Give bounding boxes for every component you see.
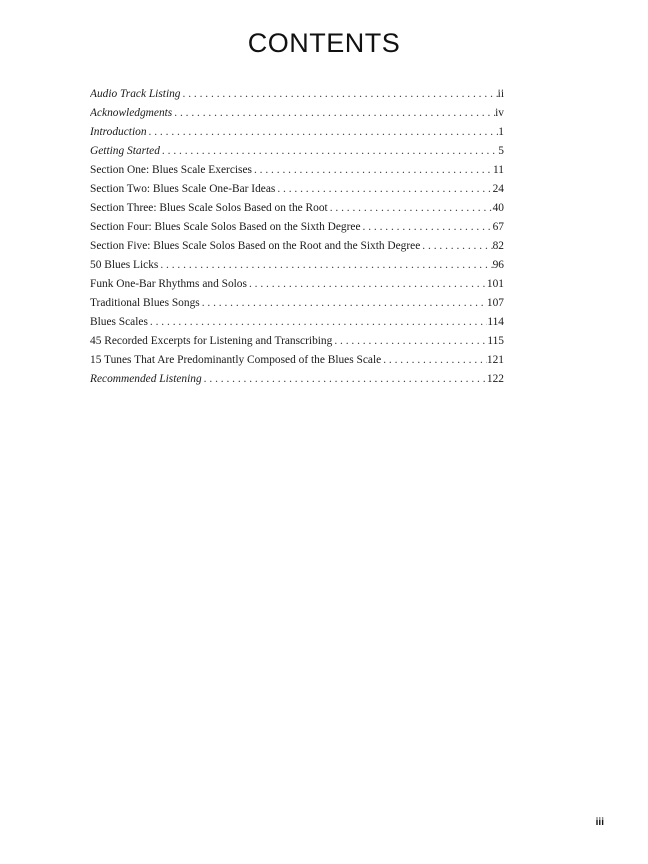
toc-entry-title: Section Five: Blues Scale Solos Based on the Root and the Sixth Degree	[90, 240, 421, 252]
dot-leader	[252, 161, 493, 180]
page-title: CONTENTS	[247, 28, 401, 58]
dot-leader	[148, 313, 487, 332]
toc-entry-page: 115	[487, 335, 504, 347]
toc-entry-15-tunes	[90, 351, 504, 370]
toc-entry-title: Section Three: Blues Scale Solos Based on the Root	[90, 202, 328, 214]
toc-entry-45-recorded-excerpts	[90, 332, 504, 351]
dot-leader	[381, 351, 487, 370]
toc-entry-section-three	[90, 199, 504, 218]
toc-entry-getting-started	[90, 142, 504, 161]
toc-entry-page: 82	[492, 240, 504, 252]
toc-entry-page: 96	[492, 259, 504, 271]
dot-leader	[172, 104, 495, 123]
toc-entry-title: 15 Tunes That Are Predominantly Composed of the Blues Scale	[90, 354, 382, 366]
dot-leader	[361, 218, 493, 237]
toc-entry-title: Acknowledgments	[90, 107, 173, 119]
toc-entry-section-two	[90, 180, 504, 199]
dot-leader	[247, 275, 487, 294]
toc-entry-title: Section One: Blues Scale Exercises	[90, 164, 252, 176]
dot-leader	[158, 256, 492, 275]
toc-entry-page: 5	[498, 145, 504, 157]
dot-leader	[202, 370, 487, 389]
toc-entry-page: 40	[492, 202, 504, 214]
toc-entry-title: Traditional Blues Songs	[90, 297, 200, 309]
dot-leader	[181, 85, 498, 104]
table-of-contents	[90, 85, 504, 389]
toc-entry-page: 1	[498, 126, 504, 138]
toc-entry-title: Introduction	[90, 126, 147, 138]
dot-leader	[160, 142, 498, 161]
toc-entry-50-blues-licks	[90, 256, 504, 275]
toc-entry-title: Recommended Listening	[90, 373, 202, 385]
toc-entry-page: 114	[487, 316, 504, 328]
toc-entry-page: 121	[486, 354, 504, 366]
toc-entry-page: 101	[486, 278, 504, 290]
toc-entry-title: 50 Blues Licks	[90, 259, 159, 271]
toc-entry-page: iv	[495, 107, 504, 119]
toc-entry-page: 24	[492, 183, 504, 195]
dot-leader	[200, 294, 487, 313]
dot-leader	[332, 332, 487, 351]
toc-entry-page: 67	[492, 221, 504, 233]
dot-leader	[328, 199, 493, 218]
toc-entry-page: 11	[493, 164, 504, 176]
toc-entry-page: ii	[497, 88, 504, 100]
toc-entry-introduction	[90, 123, 504, 142]
toc-entry-page: 107	[486, 297, 504, 309]
toc-entry-section-one	[90, 161, 504, 180]
toc-entry-title: 45 Recorded Excerpts for Listening and Transcribing	[90, 335, 333, 347]
toc-entry-title: Audio Track Listing	[90, 88, 181, 100]
dot-leader	[420, 237, 492, 256]
toc-entry-title: Section Four: Blues Scale Solos Based on the Sixth Degree	[90, 221, 361, 233]
toc-entry-traditional-blues-songs	[90, 294, 504, 313]
toc-entry-title: Getting Started	[90, 145, 160, 157]
toc-entry-audio-track-listing	[90, 85, 504, 104]
toc-entry-section-four	[90, 218, 504, 237]
toc-entry-page: 122	[486, 373, 504, 385]
toc-entry-title: Section Two: Blues Scale One-Bar Ideas	[90, 183, 276, 195]
toc-entry-blues-scales	[90, 313, 504, 332]
toc-entry-funk-one-bar	[90, 275, 504, 294]
toc-entry-title: Blues Scales	[90, 316, 148, 328]
dot-leader	[147, 123, 499, 142]
toc-entry-recommended-listening	[90, 370, 504, 389]
page-number: iii	[595, 817, 604, 828]
toc-entry-acknowledgments	[90, 104, 504, 123]
toc-entry-title: Funk One-Bar Rhythms and Solos	[90, 278, 247, 290]
toc-entry-section-five	[90, 237, 504, 256]
dot-leader	[275, 180, 492, 199]
